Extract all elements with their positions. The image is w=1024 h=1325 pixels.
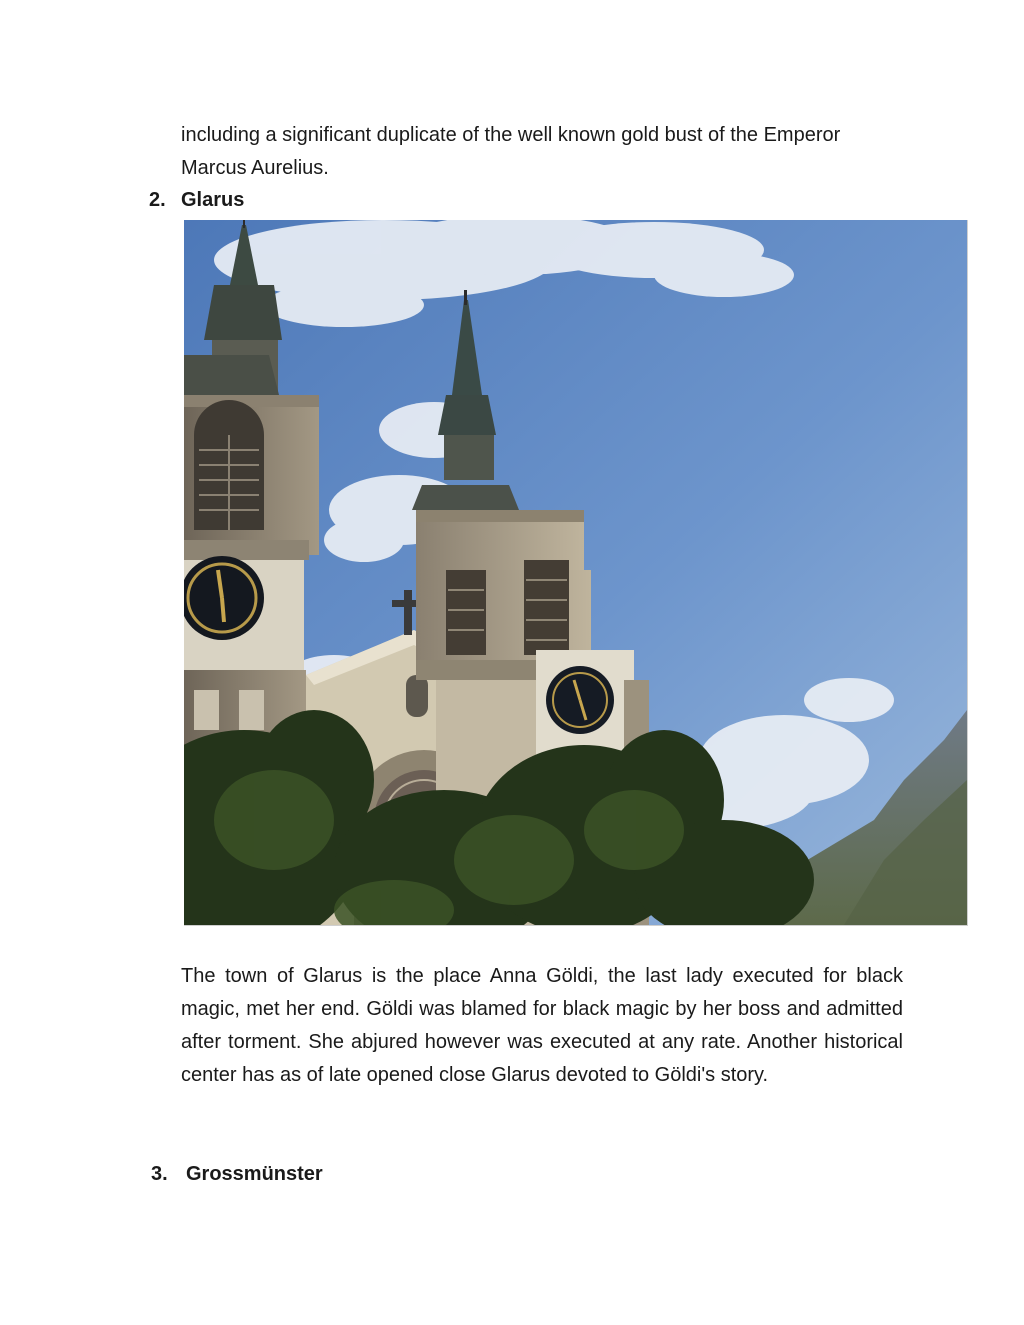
section-heading-grossmunster [151,1158,323,1191]
glarus-paragraph: The town of Glarus is the place Anna Göldi, the last lady executed for black magic, met her end. Göldi was blamed for black magic by her boss and admitted after torment. She abjured however was executed at any rate. Another historical center has as of late opened close Glarus devoted to Göldi's story. [181,965,903,1086]
section-title: Grossmünster [186,1163,323,1185]
intro-paragraph: including a significant duplicate of the well known gold bust of the Emperor Marcus Aurelius. [181,124,841,179]
section-heading-glarus [149,184,244,217]
section-number: 3. [151,1163,168,1185]
glarus-church-photo [184,220,968,926]
section-title: Glarus [181,189,245,211]
section-number: 2. [149,189,166,211]
